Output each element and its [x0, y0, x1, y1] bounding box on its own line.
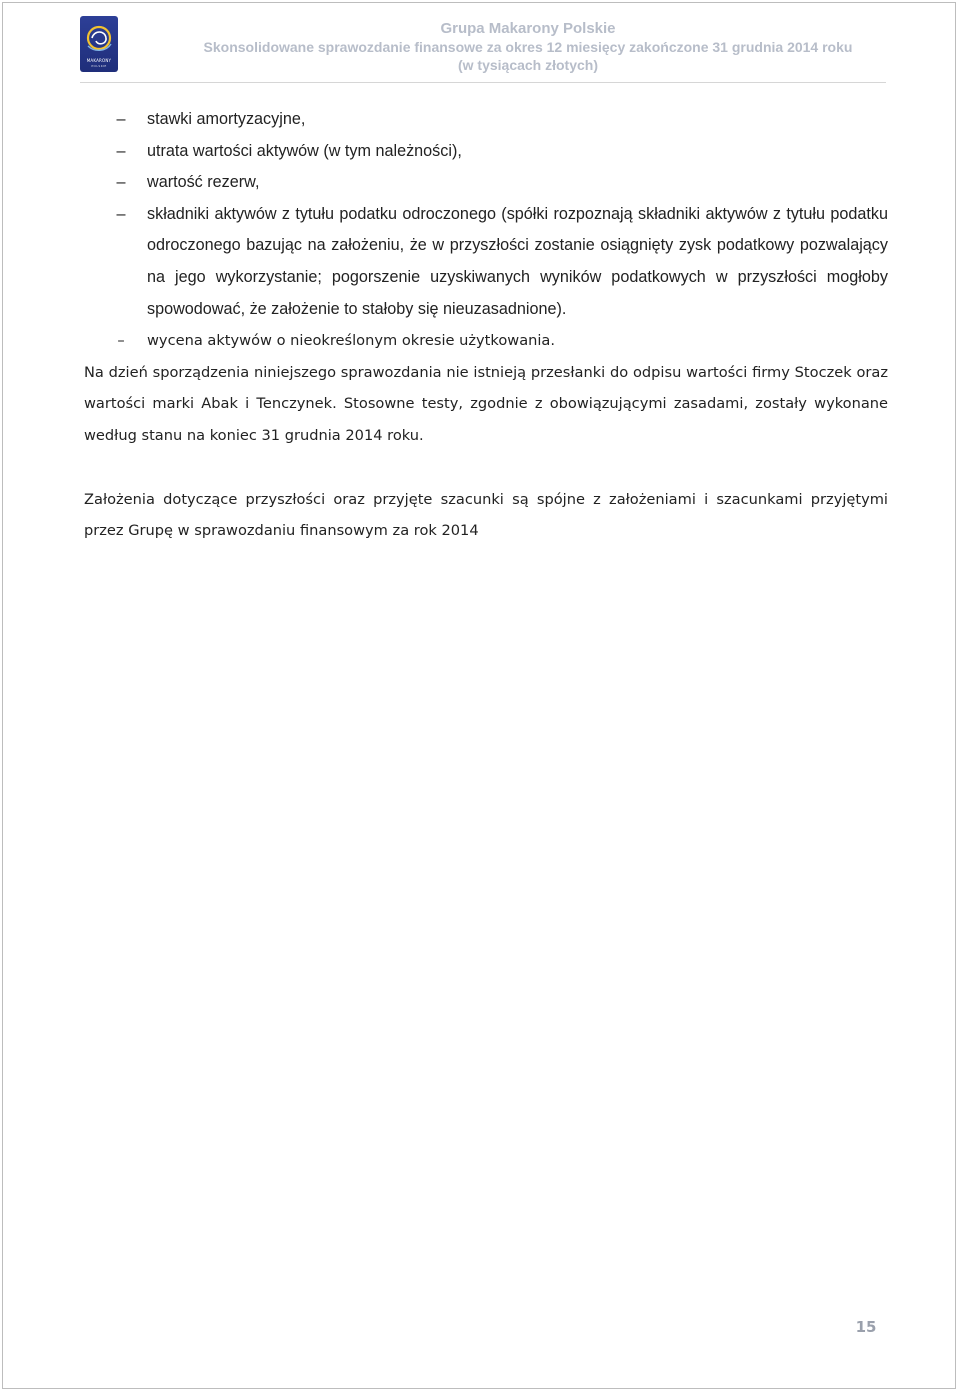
paragraph-impairment: Na dzień sporządzenia niniejszego sprawozdania nie istnieją przesłanki do odpisu wartości firmy Stoczek oraz wartości marki Abak i Tenczynek. Stosowne testy, zgodnie z obowiązującymi zasadami, zostały wykonane według stanu na koniec 31 grudnia 2014 roku. [84, 363, 888, 444]
header-divider [80, 82, 886, 83]
list-item-text: stawki amortyzacyjne, [147, 110, 306, 128]
page-number: 15 [855, 1318, 877, 1336]
list-item [84, 167, 888, 199]
dash-bullet: – [117, 332, 125, 350]
dash-bullet: – [116, 110, 126, 128]
list-item-text: wycena aktywów o nieokreślonym okresie użytkowania. [147, 332, 556, 350]
list-item [84, 325, 888, 357]
list-item [84, 136, 888, 168]
paragraph-spacer [84, 452, 888, 484]
list-item-text: wartość rezerw, [147, 173, 260, 192]
paragraph-assumptions: Założenia dotyczące przyszłości oraz przyjęte szacunki są spójne z założeniami i szacunkami przyjętymi przez Grupę w sprawozdaniu finansowym za rok 2014 [84, 490, 888, 540]
dash-bullet: – [116, 141, 126, 160]
company-logo [80, 16, 118, 72]
list-item-text: utrata wartości aktywów (w tym należności), [147, 141, 462, 160]
page-content [84, 104, 888, 547]
dash-bullet: – [116, 204, 126, 223]
logo-subtext: POLSKIE [91, 64, 107, 68]
header-company: Grupa Makarony Polskie [440, 20, 616, 37]
list-item [84, 199, 888, 325]
header-title: Skonsolidowane sprawozdanie finansowe za okres 12 miesięcy zakończone 31 grudnia 2014 roku [203, 39, 853, 55]
header-text-block [120, 20, 856, 74]
dash-bullet: – [116, 173, 126, 192]
header-units: (w tysiącach złotych) [457, 57, 599, 73]
page-header [0, 0, 960, 84]
logo-text: MAKARONY [86, 58, 112, 63]
list-item-text: składniki aktywów z tytułu podatku odroczonego (spółki rozpoznają składniki aktywów z tytułu podatku odroczonego bazując na założeniu, że w przyszłości zostanie osiągnięty zysk podatkowy pozwalający na jego wykorzystanie; pogorszenie uzyskiwanych wyników podatkowych w przyszłości mogłoby spowodować, że założenie to stałoby się nieuzasadnione). [147, 204, 888, 318]
estimates-list [84, 104, 888, 357]
list-item [84, 104, 888, 136]
